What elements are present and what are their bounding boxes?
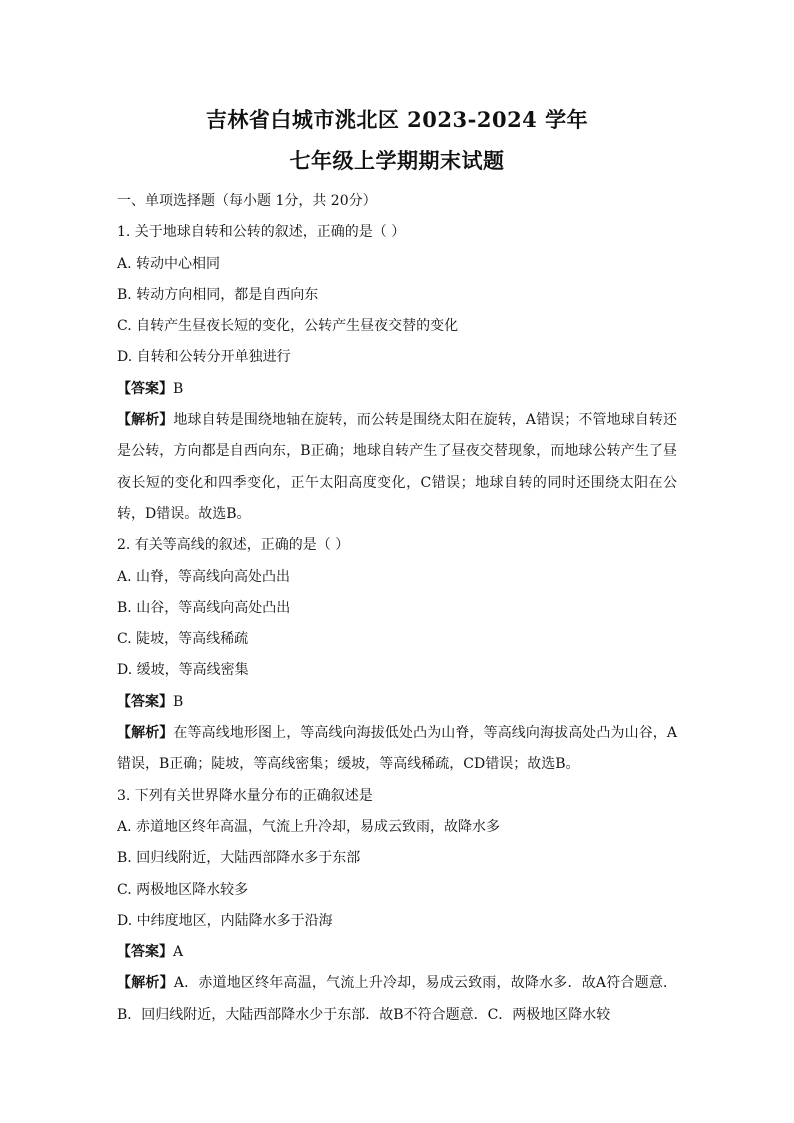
option-c: C. 两极地区降水较多 bbox=[117, 881, 249, 898]
answer-tag: 【答案】 bbox=[117, 380, 173, 397]
analysis-paragraph bbox=[117, 718, 677, 781]
question-stem: 2. 有关等高线的叙述，正确的是（ ） bbox=[117, 537, 350, 554]
answer-tag: 【答案】 bbox=[117, 693, 173, 710]
document-body bbox=[117, 186, 677, 1031]
option-b: B. 回归线附近，大陆西部降水多于东部 bbox=[117, 850, 361, 867]
answer-value: B bbox=[173, 693, 184, 710]
analysis-tag: 【解析】 bbox=[117, 412, 174, 429]
option-d: D. 缓坡，等高线密集 bbox=[117, 662, 249, 679]
answer-value: A bbox=[173, 944, 184, 961]
section-heading: 一、单项选择题（每小题 1分，共 20分） bbox=[117, 193, 377, 209]
option-a: A. 山脊，等高线向高处凸出 bbox=[117, 568, 291, 585]
analysis-paragraph bbox=[117, 968, 677, 1031]
answer-line bbox=[117, 937, 677, 968]
answer-line bbox=[117, 374, 677, 405]
option-b: B. 转动方向相同，都是自西向东 bbox=[117, 286, 319, 303]
question-stem: 3. 下列有关世界降水量分布的正确叙述是 bbox=[117, 787, 373, 804]
answer-tag: 【答案】 bbox=[117, 944, 173, 961]
answer-line bbox=[117, 687, 677, 718]
option-a: A. 转动中心相同 bbox=[117, 255, 221, 272]
analysis-text: A．赤道地区终年高温，气流上升冷却，易成云致雨，故降水多．故A符合题意．B．回归线附近，大陆西部降水少于东部．故B不符合题意．C．两极地区降水较 bbox=[117, 975, 678, 1023]
option-d: D. 中纬度地区，内陆降水多于沿海 bbox=[117, 912, 333, 929]
analysis-text: 在等高线地形图上，等高线向海拔低处凸为山脊，等高线向海拔高处凸为山谷，A错误，B正确；陡坡，等高线密集；缓坡，等高线稀疏，CD错误；故选B。 bbox=[117, 725, 678, 773]
option-a: A. 赤道地区终年高温，气流上升冷却，易成云致雨，故降水多 bbox=[117, 818, 501, 835]
option-b: B. 山谷，等高线向高处凸出 bbox=[117, 599, 291, 616]
analysis-paragraph bbox=[117, 405, 677, 530]
option-c: C. 自转产生昼夜长短的变化，公转产生昼夜交替的变化 bbox=[117, 318, 459, 335]
answer-value: B bbox=[173, 380, 184, 397]
analysis-text: 地球自转是围绕地轴在旋转，而公转是围绕太阳在旋转，A错误；不管地球自转还是公转，方向都是自西向东，B正确；地球自转产生了昼夜交替现象，而地球公转产生了昼夜长短的变化和四季变化，正午太阳高度变化，C错误；地球自转的同时还围绕太阳在公转，D错误。故选B。 bbox=[117, 412, 678, 522]
analysis-tag: 【解析】 bbox=[117, 975, 174, 992]
option-d: D. 自转和公转分开单独进行 bbox=[117, 349, 291, 366]
question-stem: 1. 关于地球自转和公转的叙述，正确的是（ ） bbox=[117, 224, 406, 241]
option-c: C. 陡坡，等高线稀疏 bbox=[117, 631, 249, 648]
document-subtitle: 七年级上学期期末试题 bbox=[289, 148, 505, 173]
document-title: 吉林省白城市洮北区 2023-2024 学年 bbox=[205, 107, 589, 132]
analysis-tag: 【解析】 bbox=[117, 725, 174, 742]
